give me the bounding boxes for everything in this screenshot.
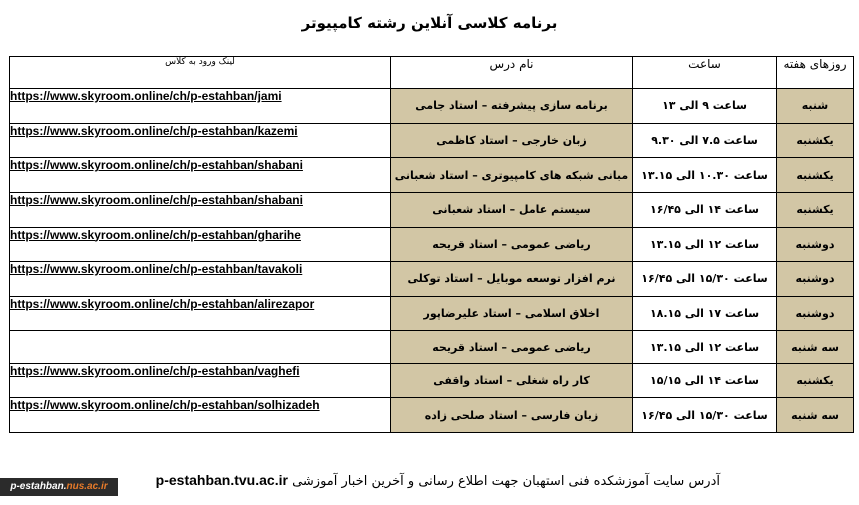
class-time: ساعت ۱۴ الی ۱۵/۱۵ (633, 363, 777, 398)
footer-note (140, 472, 720, 489)
course-name: سیستم عامل – استاد شعبانی (391, 192, 633, 227)
class-link[interactable]: https://www.skyroom.online/ch/p-estahban/kazemi (10, 123, 298, 138)
class-link-cell (10, 192, 391, 227)
class-time: ساعت ۱۲ الی ۱۳.۱۵ (633, 227, 777, 262)
class-link-cell (10, 363, 391, 398)
course-name: مبانی شبکه های کامپیوتری – استاد شعبانی (391, 158, 633, 193)
course-name: اخلاق اسلامی – استاد علیرضاپور (391, 296, 633, 331)
class-link-cell (10, 331, 391, 363)
week-day: دوشنبه (777, 227, 854, 262)
table-row (10, 363, 854, 398)
class-link-cell (10, 123, 391, 158)
site-badge[interactable] (0, 478, 118, 496)
class-link[interactable]: https://www.skyroom.online/ch/p-estahban/shabani (10, 158, 303, 173)
class-link-cell (10, 262, 391, 297)
header-link: لینک ورود به کلاس (10, 57, 391, 89)
course-name: نرم افزار توسعه موبایل – استاد توکلی (391, 262, 633, 297)
week-day: سه شنبه (777, 331, 854, 363)
course-name: برنامه سازی پیشرفته – استاد جامی (391, 89, 633, 124)
class-link-cell (10, 158, 391, 193)
week-day: یکشنبه (777, 158, 854, 193)
header-row (10, 57, 854, 89)
class-time: ساعت ۷.۵ الی ۹.۳۰ (633, 123, 777, 158)
week-day: دوشنبه (777, 296, 854, 331)
week-day: یکشنبه (777, 123, 854, 158)
class-link[interactable]: https://www.skyroom.online/ch/p-estahban/vaghefi (10, 363, 300, 378)
week-day: شنبه (777, 89, 854, 124)
course-name: ریاضی عمومی – استاد قریحه (391, 331, 633, 363)
week-day: یکشنبه (777, 192, 854, 227)
week-day: دوشنبه (777, 262, 854, 297)
class-time: ساعت ۱۵/۳۰ الی ۱۶/۴۵ (633, 398, 777, 433)
badge-prefix: p-estahban. (10, 481, 67, 492)
badge-domain: nus.ac.ir (66, 481, 108, 492)
class-time: ساعت ۱۲ الی ۱۳.۱۵ (633, 331, 777, 363)
course-name: زبان فارسی – استاد صلحی زاده (391, 398, 633, 433)
class-time: ساعت ۹ الی ۱۳ (633, 89, 777, 124)
header-time: ساعت (633, 57, 777, 89)
class-link-cell (10, 227, 391, 262)
class-link-cell (10, 398, 391, 433)
course-name: کار راه شغلی – استاد واقفی (391, 363, 633, 398)
class-link[interactable]: https://www.skyroom.online/ch/p-estahban/jami (10, 89, 282, 103)
class-link-cell (10, 89, 391, 124)
class-link[interactable]: https://www.skyroom.online/ch/p-estahban/shabani (10, 192, 303, 207)
course-name: زبان خارجی – استاد کاظمی (391, 123, 633, 158)
week-day: یکشنبه (777, 363, 854, 398)
header-course: نام درس (391, 57, 633, 89)
class-link-cell (10, 296, 391, 331)
table-row (10, 89, 854, 124)
course-name: ریاضی عمومی – استاد قریحه (391, 227, 633, 262)
table-row (10, 398, 854, 433)
class-time: ساعت ۱۰.۳۰ الی ۱۳.۱۵ (633, 158, 777, 193)
table-row (10, 296, 854, 331)
footer-url[interactable]: p-estahban.tvu.ac.ir (155, 472, 288, 488)
class-link[interactable]: https://www.skyroom.online/ch/p-estahban/alirezapor (10, 296, 315, 311)
week-day: سه شنبه (777, 398, 854, 433)
header-day: روزهای هفته (777, 57, 854, 89)
schedule-table (9, 56, 854, 433)
table-row (10, 262, 854, 297)
class-link[interactable]: https://www.skyroom.online/ch/p-estahban/gharihe (10, 227, 301, 242)
class-link[interactable]: https://www.skyroom.online/ch/p-estahban/solhizadeh (10, 398, 320, 413)
table-row (10, 227, 854, 262)
page-title: برنامه کلاسی آنلاین رشته کامپیوتر (301, 14, 558, 32)
footer-description: آدرس سایت آموزشکده فنی استهبان جهت اطلاع رسانی و آخرین اخبار آموزشی (292, 474, 720, 489)
class-time: ساعت ۱۷ الی ۱۸.۱۵ (633, 296, 777, 331)
class-link[interactable]: https://www.skyroom.online/ch/p-estahban/tavakoli (10, 262, 303, 277)
class-time: ساعت ۱۵/۳۰ الی ۱۶/۴۵ (633, 262, 777, 297)
class-time: ساعت ۱۴ الی ۱۶/۴۵ (633, 192, 777, 227)
table-row (10, 158, 854, 193)
table-row (10, 192, 854, 227)
table-row (10, 331, 854, 363)
table-row (10, 123, 854, 158)
